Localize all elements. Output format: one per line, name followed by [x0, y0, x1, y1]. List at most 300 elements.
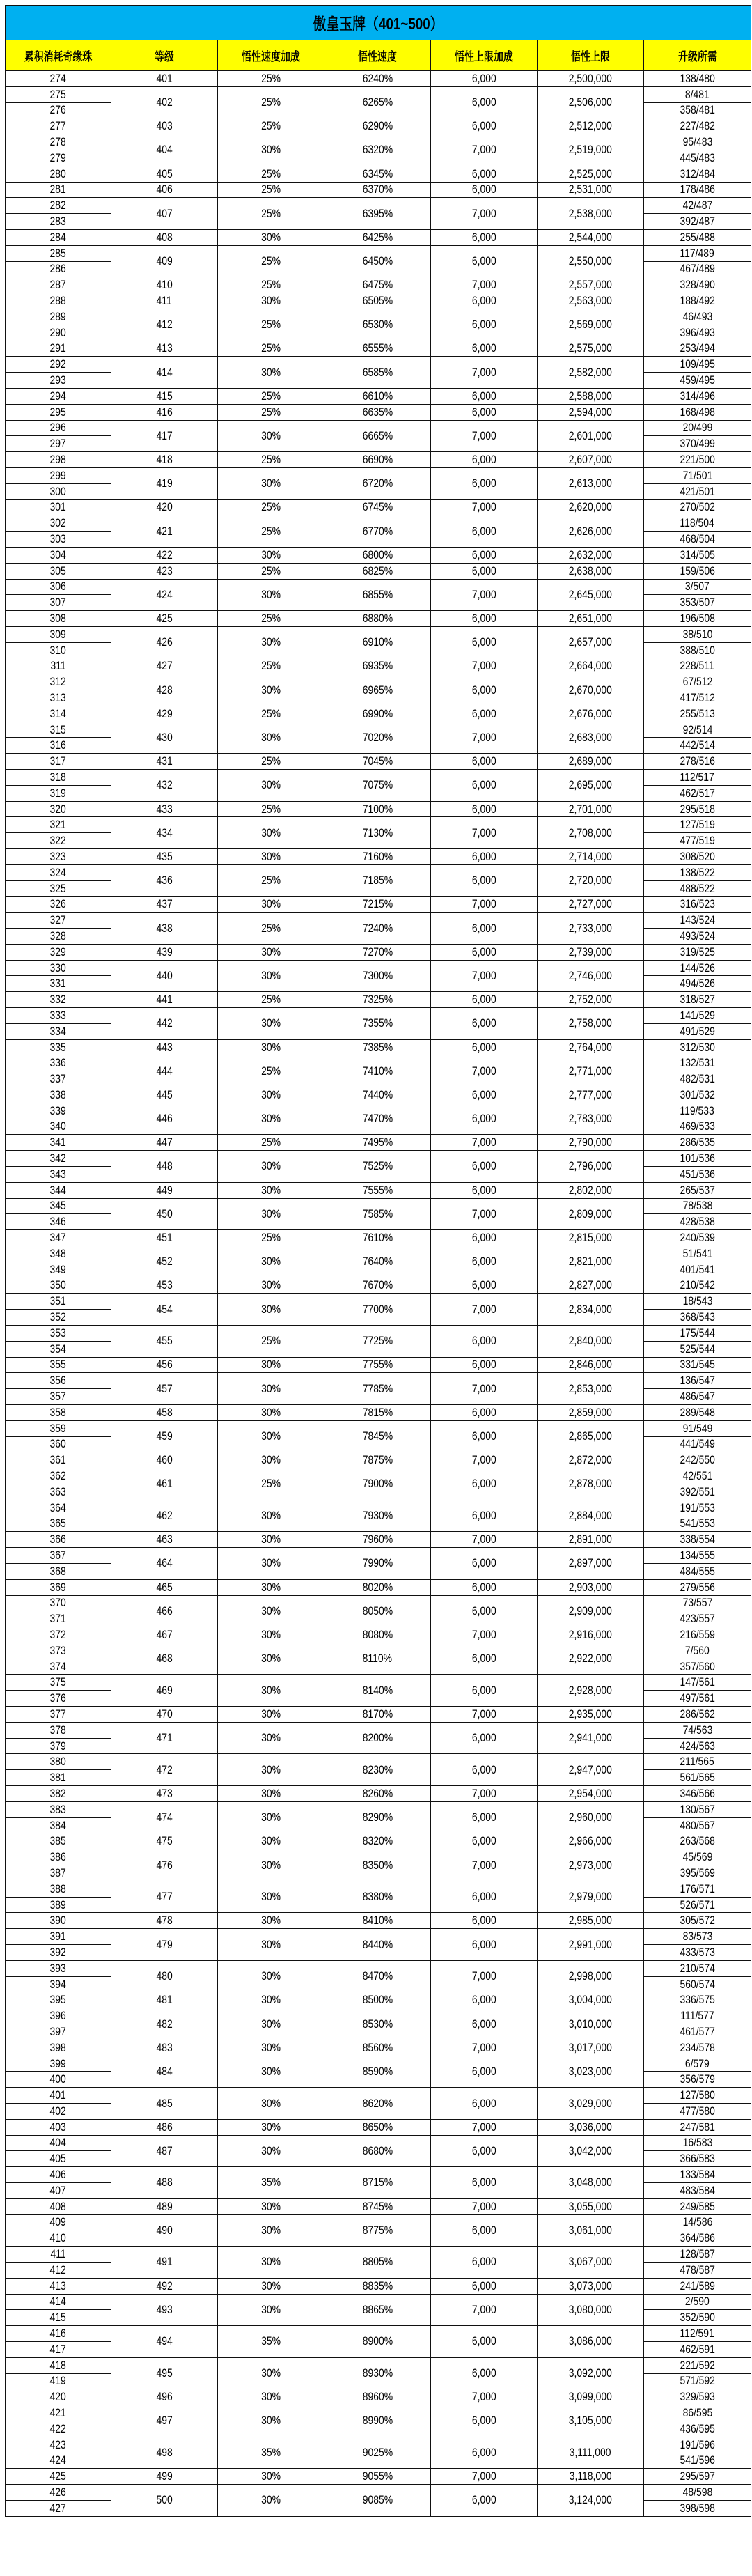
cap-bonus-cell: [431, 499, 538, 515]
cumulative-pearls-cell-text: 419: [49, 2374, 67, 2388]
speed-bonus-cell: [218, 1246, 324, 1278]
cumulative-pearls-cell-text: 363: [49, 1484, 67, 1498]
upgrade-requirement-cell-text: 468/504: [680, 532, 715, 545]
table-row: [6, 2167, 751, 2183]
level-cell-text: 410: [156, 278, 173, 292]
upgrade-requirement-cell: [644, 1722, 751, 1738]
speed-bonus-cell-text: 30%: [261, 1183, 281, 1197]
level-cell-text: 454: [156, 1302, 173, 1316]
cap-cell-text: 2,827,000: [568, 1278, 613, 1292]
cumulative-pearls-cell: [6, 1754, 111, 1770]
upgrade-requirement-cell-text: 358/481: [680, 103, 715, 117]
cumulative-pearls-cell-text: 286: [49, 262, 67, 276]
cap-cell: [538, 1849, 644, 1881]
speed-bonus-cell: [218, 229, 324, 245]
upgrade-requirement-cell: [644, 2247, 751, 2263]
upgrade-requirement-cell: [644, 2104, 751, 2120]
cap-cell-text: 3,086,000: [568, 2334, 613, 2348]
speed-bonus-cell: [218, 166, 324, 182]
upgrade-requirement-cell-text: 3/507: [685, 580, 710, 593]
speed-cell-text: 7385%: [362, 1040, 393, 1054]
speed-cell: [324, 467, 431, 499]
cumulative-pearls-cell-text: 344: [49, 1183, 67, 1197]
speed-bonus-cell-text: 30%: [261, 2469, 281, 2483]
upgrade-requirement-cell-text: 370/499: [680, 437, 715, 451]
cap-bonus-cell: [431, 849, 538, 865]
speed-bonus-cell: [218, 817, 324, 849]
table-row: [6, 1103, 751, 1119]
upgrade-requirement-cell-text: 249/585: [680, 2199, 715, 2213]
speed-bonus-cell-text: 30%: [261, 2390, 281, 2404]
speed-cell-text: 7130%: [362, 825, 393, 839]
table-row: [6, 277, 751, 293]
upgrade-requirement-cell: [644, 944, 751, 960]
upgrade-requirement-cell-text: 20/499: [682, 421, 712, 435]
upgrade-requirement-cell-text: 138/522: [680, 865, 715, 879]
speed-cell-text: 6880%: [362, 611, 393, 625]
upgrade-requirement-cell-text: 541/596: [680, 2453, 715, 2467]
cumulative-pearls-cell: [6, 2167, 111, 2183]
speed-bonus-cell: [218, 134, 324, 166]
cap-cell-text: 2,531,000: [568, 183, 613, 196]
speed-cell: [324, 674, 431, 706]
speed-cell: [324, 2469, 431, 2485]
cap-bonus-cell: [431, 1087, 538, 1103]
cap-cell-text: 3,111,000: [570, 2446, 611, 2460]
speed-cell: [324, 547, 431, 563]
level-cell-text: 442: [156, 1016, 173, 1030]
cumulative-pearls-cell: [6, 1691, 111, 1707]
speed-cell-text: 6825%: [362, 564, 393, 577]
cap-bonus-cell-text: 6,000: [471, 524, 496, 538]
cap-cell: [538, 1373, 644, 1405]
speed-cell-text: 8170%: [362, 1707, 393, 1721]
upgrade-requirement-cell-text: 445/483: [680, 150, 715, 164]
cumulative-pearls-cell-text: 352: [49, 1310, 67, 1324]
cumulative-pearls-cell: [6, 1548, 111, 1564]
level-cell: [111, 611, 218, 627]
upgrade-requirement-cell-text: 497/561: [680, 1691, 715, 1705]
speed-cell: [324, 2056, 431, 2088]
upgrade-requirement-cell: [644, 499, 751, 515]
header-label: 升级所需: [677, 50, 717, 63]
cap-cell-text: 2,645,000: [568, 587, 613, 601]
cumulative-pearls-cell: [6, 1230, 111, 1246]
header-label: 悟性上限: [571, 50, 610, 63]
cap-cell: [538, 2056, 644, 2088]
upgrade-requirement-cell-text: 216/559: [680, 1627, 715, 1641]
cumulative-pearls-cell-text: 328: [49, 929, 67, 942]
table-row: [6, 1833, 751, 1849]
cap-cell: [538, 2485, 644, 2517]
level-cell-text: 479: [156, 1937, 173, 1951]
cumulative-pearls-cell-text: 357: [49, 1390, 67, 1404]
upgrade-requirement-cell: [644, 102, 751, 118]
level-cell: [111, 1675, 218, 1707]
cap-bonus-cell-text: 6,000: [471, 2334, 496, 2348]
cap-cell: [538, 1722, 644, 1754]
upgrade-requirement-cell: [644, 325, 751, 341]
cumulative-pearls-cell: [6, 293, 111, 309]
upgrade-requirement-cell-text: 436/595: [680, 2421, 715, 2435]
level-cell: [111, 420, 218, 452]
upgrade-requirement-cell: [644, 436, 751, 452]
speed-cell: [324, 1754, 431, 1786]
upgrade-requirement-cell: [644, 1452, 751, 1468]
header-speed-bonus: [218, 40, 324, 71]
table-row: [6, 817, 751, 833]
speed-bonus-cell: [218, 706, 324, 722]
upgrade-requirement-cell-text: 328/490: [680, 278, 715, 292]
cumulative-pearls-cell: [6, 1563, 111, 1579]
speed-cell: [324, 2357, 431, 2389]
cumulative-pearls-cell-text: 296: [49, 421, 67, 435]
level-cell-text: 458: [156, 1405, 173, 1419]
cumulative-pearls-cell: [6, 1579, 111, 1595]
cap-cell: [538, 1500, 644, 1532]
cumulative-pearls-cell: [6, 579, 111, 595]
upgrade-requirement-cell: [644, 2230, 751, 2247]
cumulative-pearls-cell: [6, 1294, 111, 1310]
speed-bonus-cell: [218, 2389, 324, 2405]
upgrade-requirement-cell: [644, 86, 751, 102]
cumulative-pearls-cell: [6, 563, 111, 579]
cumulative-pearls-cell: [6, 261, 111, 277]
upgrade-requirement-cell: [644, 1008, 751, 1024]
speed-bonus-cell: [218, 2198, 324, 2214]
speed-cell: [324, 198, 431, 230]
cumulative-pearls-cell-text: 415: [49, 2311, 67, 2325]
cumulative-pearls-cell: [6, 166, 111, 182]
cap-bonus-cell: [431, 198, 538, 230]
speed-cell-text: 6425%: [362, 230, 393, 244]
upgrade-requirement-cell: [644, 2119, 751, 2135]
table-row: [6, 166, 751, 182]
cap-cell: [538, 341, 644, 357]
cumulative-pearls-cell: [6, 801, 111, 817]
cap-cell: [538, 1786, 644, 1802]
speed-bonus-cell-text: 30%: [261, 1302, 281, 1316]
cumulative-pearls-cell: [6, 325, 111, 341]
level-cell-text: 413: [156, 341, 173, 355]
cumulative-pearls-cell: [6, 642, 111, 658]
cap-cell-text: 2,544,000: [568, 230, 613, 244]
table-row: [6, 1579, 751, 1595]
level-cell: [111, 229, 218, 245]
upgrade-requirement-cell-text: 42/487: [682, 199, 712, 212]
level-cell: [111, 2485, 218, 2517]
table-row: [6, 86, 751, 102]
cap-bonus-cell-text: 6,000: [471, 2446, 496, 2460]
cap-bonus-cell-text: 6,000: [471, 1358, 496, 1372]
cumulative-pearls-cell-text: 278: [49, 135, 67, 149]
level-cell: [111, 388, 218, 404]
cumulative-pearls-cell: [6, 2421, 111, 2437]
cumulative-pearls-cell-text: 322: [49, 834, 67, 848]
cap-bonus-cell-text: 6,000: [471, 1580, 496, 1594]
speed-bonus-cell-text: 30%: [261, 1112, 281, 1126]
cumulative-pearls-cell-text: 330: [49, 961, 67, 975]
cap-cell-text: 3,105,000: [568, 2414, 613, 2428]
speed-cell-text: 6240%: [362, 71, 393, 85]
speed-bonus-cell-text: 30%: [261, 1509, 281, 1523]
cumulative-pearls-cell-text: 307: [49, 596, 67, 610]
cap-cell-text: 2,853,000: [568, 1381, 613, 1395]
upgrade-requirement-cell: [644, 1865, 751, 1881]
cap-bonus-cell: [431, 1468, 538, 1500]
table-row: [6, 2040, 751, 2056]
upgrade-requirement-cell-text: 571/592: [680, 2374, 715, 2388]
level-cell: [111, 547, 218, 563]
cap-cell-text: 2,613,000: [568, 476, 613, 490]
level-cell: [111, 2405, 218, 2437]
speed-cell: [324, 1929, 431, 1961]
upgrade-requirement-cell-text: 71/501: [682, 468, 712, 482]
cumulative-pearls-cell-text: 401: [49, 2088, 67, 2102]
speed-cell-text: 7640%: [362, 1255, 393, 1268]
upgrade-requirement-cell-text: 401/541: [680, 1262, 715, 1276]
cap-bonus-cell-text: 6,000: [471, 635, 496, 649]
cap-cell: [538, 2326, 644, 2358]
cumulative-pearls-cell-text: 369: [49, 1580, 67, 1594]
cumulative-pearls-cell-text: 287: [49, 278, 67, 292]
cap-cell-text: 2,991,000: [568, 1937, 613, 1951]
speed-bonus-cell: [218, 1627, 324, 1643]
speed-bonus-cell: [218, 309, 324, 341]
upgrade-requirement-cell: [644, 722, 751, 738]
table-row: [6, 992, 751, 1008]
cap-cell-text: 2,973,000: [568, 1858, 613, 1872]
cap-cell-text: 2,790,000: [568, 1135, 613, 1149]
cumulative-pearls-cell: [6, 467, 111, 483]
level-cell-text: 412: [156, 318, 173, 332]
cap-cell: [538, 134, 644, 166]
cap-cell-text: 3,092,000: [568, 2366, 613, 2380]
cumulative-pearls-cell: [6, 499, 111, 515]
speed-cell-text: 7355%: [362, 1016, 393, 1030]
cap-bonus-cell: [431, 1103, 538, 1135]
upgrade-requirement-cell-text: 242/550: [680, 1453, 715, 1467]
level-cell-text: 428: [156, 683, 173, 697]
cap-cell: [538, 1643, 644, 1675]
table-row: [6, 2247, 751, 2263]
cumulative-pearls-cell-text: 388: [49, 1881, 67, 1895]
cumulative-pearls-cell-text: 359: [49, 1421, 67, 1435]
upgrade-requirement-cell: [644, 2151, 751, 2167]
upgrade-requirement-cell: [644, 483, 751, 499]
cumulative-pearls-cell: [6, 2389, 111, 2405]
cap-bonus-cell-text: 7,000: [471, 1533, 496, 1546]
cap-bonus-cell: [431, 674, 538, 706]
cumulative-pearls-cell: [6, 1420, 111, 1436]
cumulative-pearls-cell-text: 291: [49, 341, 67, 355]
cumulative-pearls-cell-text: 396: [49, 2009, 67, 2023]
upgrade-requirement-cell: [644, 976, 751, 992]
table-row: [6, 1707, 751, 1723]
header-cap-bonus: [431, 40, 538, 71]
cumulative-pearls-cell-text: 370: [49, 1596, 67, 1610]
speed-bonus-cell: [218, 86, 324, 118]
speed-cell-text: 6450%: [362, 254, 393, 268]
cap-cell: [538, 293, 644, 309]
cap-bonus-cell: [431, 1786, 538, 1802]
cap-cell-text: 2,557,000: [568, 278, 613, 292]
level-cell: [111, 1135, 218, 1151]
table-row: [6, 1420, 751, 1436]
cumulative-pearls-cell-text: 378: [49, 1723, 67, 1737]
cumulative-pearls-cell-text: 303: [49, 532, 67, 545]
speed-bonus-cell: [218, 1675, 324, 1707]
cumulative-pearls-cell: [6, 2214, 111, 2230]
cap-bonus-cell-text: 6,000: [471, 1731, 496, 1745]
cumulative-pearls-cell-text: 285: [49, 246, 67, 260]
upgrade-requirement-cell: [644, 1373, 751, 1389]
speed-cell-text: 6770%: [362, 524, 393, 538]
cap-cell-text: 2,670,000: [568, 683, 613, 697]
cumulative-pearls-cell-text: 280: [49, 166, 67, 180]
speed-bonus-cell-text: 30%: [261, 2120, 281, 2134]
speed-bonus-cell: [218, 2247, 324, 2279]
table-row: [6, 1135, 751, 1151]
cumulative-pearls-cell: [6, 880, 111, 897]
cumulative-pearls-cell-text: 288: [49, 294, 67, 308]
speed-cell: [324, 1373, 431, 1405]
speed-cell-text: 7585%: [362, 1206, 393, 1220]
cap-cell: [538, 992, 644, 1008]
cap-bonus-cell: [431, 2389, 538, 2405]
table-row: [6, 563, 751, 579]
speed-cell: [324, 2405, 431, 2437]
speed-cell-text: 6530%: [362, 318, 393, 332]
speed-cell-text: 8900%: [362, 2334, 393, 2348]
cap-cell: [538, 2405, 644, 2437]
speed-cell: [324, 754, 431, 770]
upgrade-requirement-cell-text: 7/560: [685, 1643, 710, 1657]
speed-bonus-cell: [218, 277, 324, 293]
speed-bonus-cell: [218, 1500, 324, 1532]
upgrade-requirement-cell: [644, 134, 751, 150]
level-cell: [111, 770, 218, 802]
speed-cell: [324, 1960, 431, 1992]
upgrade-requirement-cell: [644, 1913, 751, 1929]
speed-bonus-cell: [218, 1087, 324, 1103]
cap-bonus-cell-text: 6,000: [471, 2096, 496, 2110]
cap-bonus-cell: [431, 817, 538, 849]
cap-cell-text: 2,588,000: [568, 389, 613, 403]
cap-bonus-cell-text: 6,000: [471, 1016, 496, 1030]
cap-bonus-cell: [431, 2198, 538, 2214]
speed-cell: [324, 944, 431, 960]
cap-cell: [538, 229, 644, 245]
speed-bonus-cell: [218, 992, 324, 1008]
speed-cell-text: 6610%: [362, 389, 393, 403]
speed-bonus-cell: [218, 2469, 324, 2485]
table-row: [6, 1992, 751, 2008]
level-cell: [111, 2326, 218, 2358]
table-row: [6, 182, 751, 198]
upgrade-requirement-cell-text: 6/579: [685, 2056, 710, 2070]
cap-cell: [538, 2198, 644, 2214]
speed-bonus-cell-text: 25%: [261, 1231, 281, 1245]
cumulative-pearls-cell: [6, 658, 111, 674]
level-cell-text: 471: [156, 1731, 173, 1745]
cumulative-pearls-cell-text: 311: [50, 659, 66, 673]
speed-bonus-cell: [218, 499, 324, 515]
speed-cell-text: 8470%: [362, 1969, 393, 1983]
cumulative-pearls-cell: [6, 1055, 111, 1071]
table-row: [6, 1230, 751, 1246]
cumulative-pearls-cell: [6, 960, 111, 976]
upgrade-requirement-cell: [644, 1198, 751, 1214]
speed-cell-text: 9055%: [362, 2469, 393, 2483]
cap-bonus-cell-text: 6,000: [471, 2143, 496, 2157]
upgrade-requirement-cell-text: 357/560: [680, 1659, 715, 1673]
speed-bonus-cell: [218, 1055, 324, 1087]
cap-bonus-cell-text: 7,000: [471, 2120, 496, 2134]
cumulative-pearls-cell-text: 318: [49, 770, 67, 784]
cumulative-pearls-cell-text: 405: [49, 2152, 67, 2166]
cap-bonus-cell: [431, 1055, 538, 1087]
upgrade-requirement-cell: [644, 2294, 751, 2310]
speed-cell: [324, 245, 431, 277]
table-row: [6, 1246, 751, 1262]
level-cell: [111, 1103, 218, 1135]
level-cell-text: 450: [156, 1206, 173, 1220]
cap-cell: [538, 1008, 644, 1040]
upgrade-requirement-cell-text: 211/565: [680, 1755, 715, 1769]
cumulative-pearls-cell: [6, 150, 111, 166]
speed-cell: [324, 2008, 431, 2040]
speed-bonus-cell-text: 25%: [261, 71, 281, 85]
level-cell-text: 418: [156, 453, 173, 467]
cumulative-pearls-cell: [6, 1627, 111, 1643]
cap-bonus-cell: [431, 2040, 538, 2056]
upgrade-requirement-cell-text: 95/483: [682, 135, 712, 149]
level-cell: [111, 86, 218, 118]
cumulative-pearls-cell: [6, 2453, 111, 2469]
level-cell: [111, 2278, 218, 2294]
cumulative-pearls-cell-text: 383: [49, 1802, 67, 1816]
table-row: [6, 1039, 751, 1055]
level-cell-text: 467: [156, 1627, 173, 1641]
cap-cell: [538, 897, 644, 913]
level-cell-text: 500: [156, 2493, 173, 2507]
cap-bonus-cell: [431, 2326, 538, 2358]
speed-cell: [324, 1039, 431, 1055]
speed-bonus-cell: [218, 1103, 324, 1135]
cumulative-pearls-cell-text: 331: [49, 977, 67, 991]
cap-bonus-cell-text: 6,000: [471, 1683, 496, 1697]
level-cell: [111, 277, 218, 293]
upgrade-requirement-cell: [644, 1103, 751, 1119]
upgrade-requirement-cell-text: 417/512: [680, 690, 715, 704]
cumulative-pearls-cell: [6, 1801, 111, 1817]
speed-cell-text: 7020%: [362, 730, 393, 744]
upgrade-requirement-cell: [644, 1023, 751, 1039]
level-cell-text: 464: [156, 1556, 173, 1570]
upgrade-requirement-cell: [644, 404, 751, 420]
cap-cell-text: 2,708,000: [568, 825, 613, 839]
cumulative-pearls-cell: [6, 515, 111, 532]
cap-bonus-cell-text: 7,000: [471, 968, 496, 982]
speed-cell-text: 8560%: [362, 2040, 393, 2054]
level-cell-text: 444: [156, 1064, 173, 1078]
cap-cell-text: 2,903,000: [568, 1580, 613, 1594]
cap-cell: [538, 2167, 644, 2199]
speed-bonus-cell: [218, 245, 324, 277]
header-label: 悟性上限加成: [455, 50, 513, 63]
cap-bonus-cell: [431, 706, 538, 722]
